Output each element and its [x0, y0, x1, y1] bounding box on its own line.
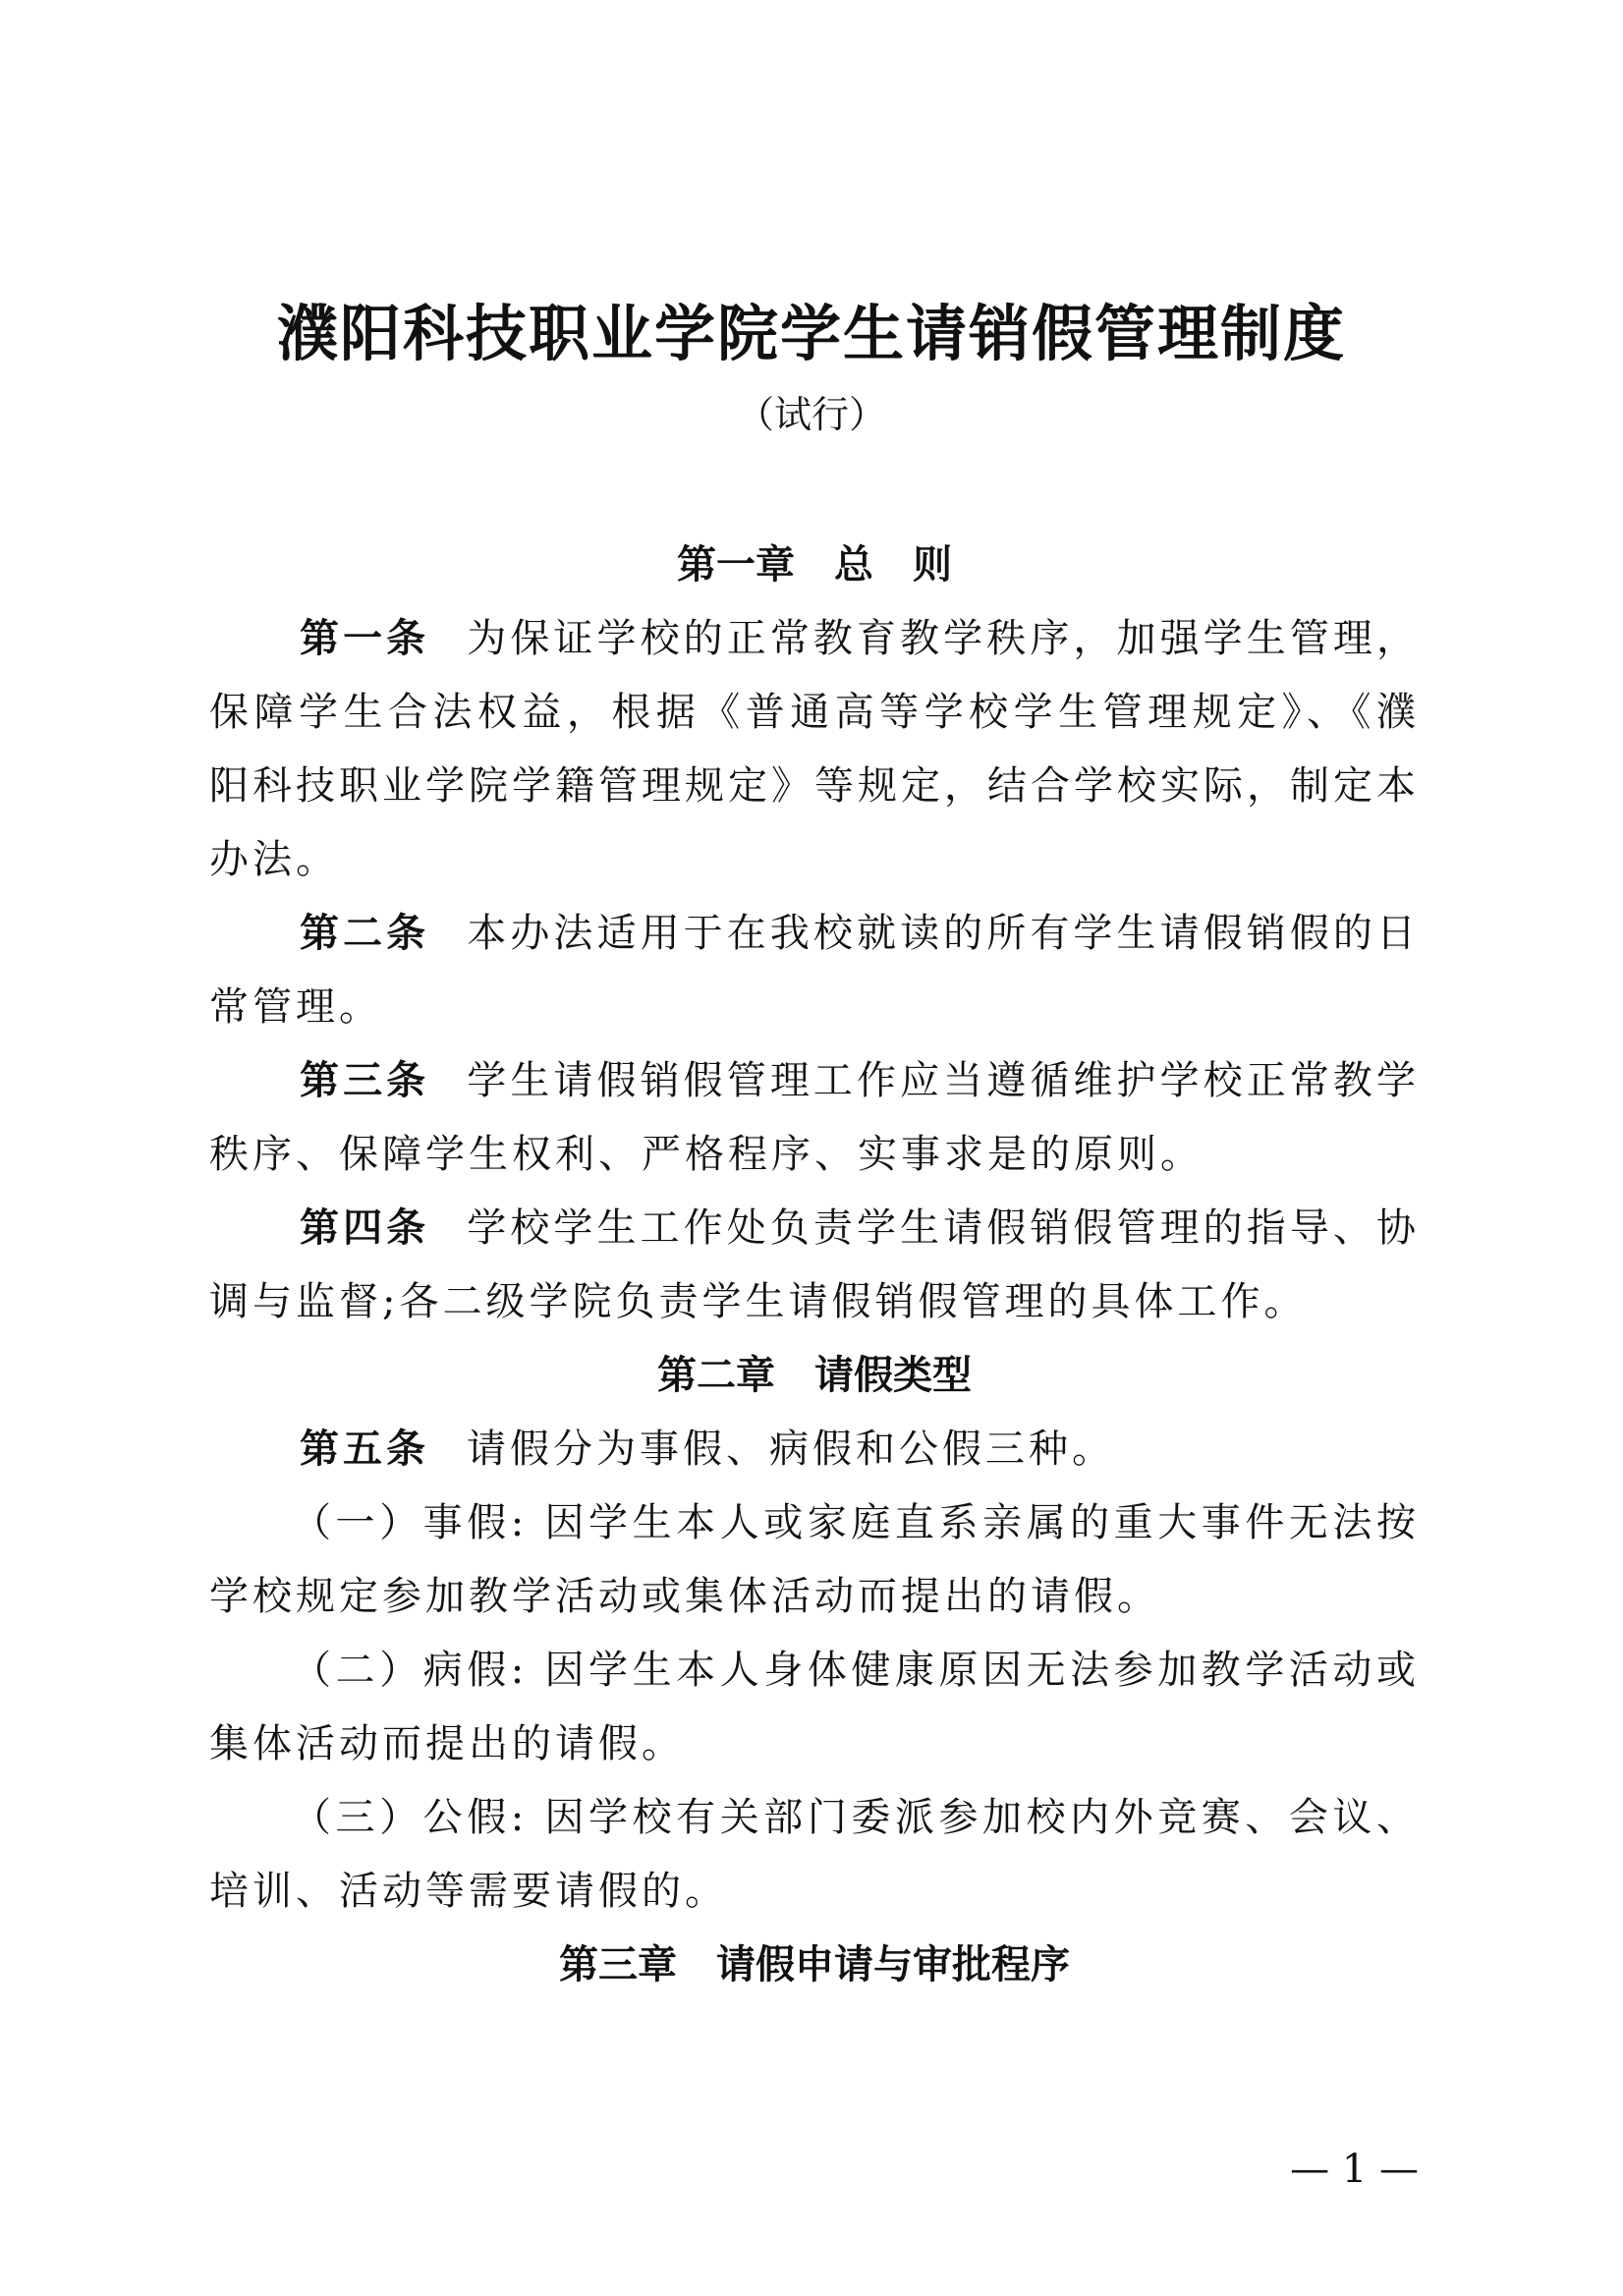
article-text: 为保证学校的正常教育教学秩序，加强学生管理，保障学生合法权益，根据《普通高等学校学生管理规定》、《濮阳科技职业学院学籍管理规定》等规定，结合学校实际，制定本办法。: [209, 616, 1420, 882]
article-5: [209, 1413, 1420, 1486]
article-text: 请假分为事假、病假和公假三种。: [467, 1427, 1115, 1472]
document-title: 濮阳科技职业学院学生请销假管理制度: [276, 298, 1346, 369]
article-number: 第一条: [300, 616, 430, 661]
document-subtitle: （试行）: [736, 393, 886, 436]
article-1: [209, 602, 1420, 897]
article-3: [209, 1044, 1420, 1192]
page-number: — 1 —: [1290, 2147, 1419, 2192]
chapter-heading-1: 第一章 总 则: [677, 542, 952, 588]
chapter-heading-3: 第三章 请假申请与审批程序: [559, 1942, 1070, 1988]
document-body: [209, 529, 1420, 2002]
article-number: 第四条: [300, 1205, 430, 1251]
list-item-official-leave: （三）公假: 因学校有关部门委派参加校内外竞赛、会议、培训、活动等需要请假的。: [209, 1795, 1420, 1914]
chapter-heading-2: 第二章 请假类型: [657, 1353, 972, 1398]
article-2: [209, 897, 1420, 1044]
article-number: 第五条: [300, 1427, 429, 1472]
article-text: 学校学生工作处负责学生请假销假管理的指导、协调与监督;各二级学院负责学生请假销假管理的具体工作。: [209, 1205, 1420, 1324]
article-4: [209, 1192, 1420, 1339]
list-item-sick-leave: （二）病假: 因学生本人身体健康原因无法参加教学活动或集体活动而提出的请假。: [209, 1648, 1420, 1766]
article-number: 第三条: [300, 1058, 430, 1103]
article-number: 第二条: [300, 911, 430, 956]
article-text: 本办法适用于在我校就读的所有学生请假销假的日常管理。: [209, 911, 1420, 1030]
article-text: 学生请假销假管理工作应当遵循维护学校正常教学秩序、保障学生权利、严格程序、实事求是的原则。: [209, 1058, 1420, 1177]
list-item-personal-leave: （一）事假: 因学生本人或家庭直系亲属的重大事件无法按学校规定参加教学活动或集体活动而提出的请假。: [209, 1500, 1420, 1619]
